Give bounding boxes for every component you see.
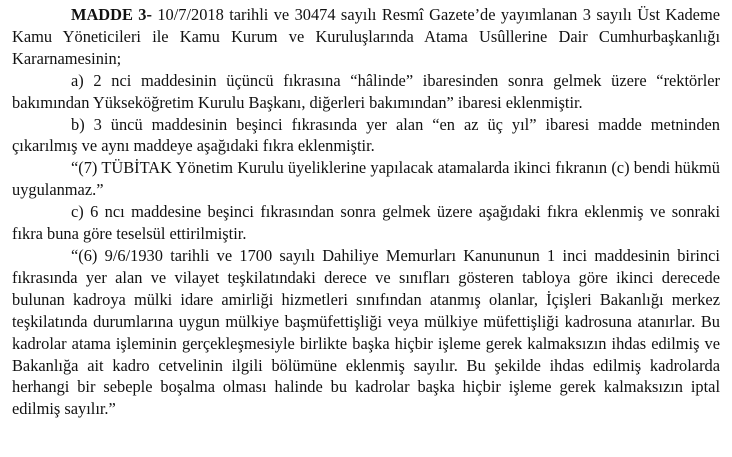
- article-intro-paragraph: [12, 4, 720, 70]
- article-intro-text: 10/7/2018 tarihli ve 30474 sayılı Resmî Gazete’de yayımlanan 3 sayılı Üst Kademe Kamu Yöneticileri ile Kamu Kurum ve Kuruluşlarında Atama Usûllerine Dair Cumhurbaşkanlığı Kararnamesinin;: [12, 5, 720, 68]
- paragraph-item-b: b) 3 üncü maddesinin beşinci fıkrasında yer alan “en az üç yıl” ibaresi madde metninden çıkarılmış ve aynı maddeye aşağıdaki fıkra eklenmiştir.: [12, 114, 720, 156]
- paragraph-item-c: c) 6 ncı maddesine beşinci fıkrasından sonra gelmek üzere aşağıdaki fıkra eklenmiş ve sonraki fıkra buna göre teselsül ettirilmiştir.: [12, 202, 720, 244]
- paragraph-item-a: a) 2 nci maddesinin üçüncü fıkrasına “hâlinde” ibaresinden sonra gelmek üzere “rektörler bakımından Yükseköğretim Kurulu Başkanı, diğerleri bakımından” ibaresi eklenmiştir.: [12, 70, 720, 112]
- paragraph-quote-7: “(7) TÜBİTAK Yönetim Kurulu üyeliklerine yapılacak atamalarda ikinci fıkranın (c) bendi hükmü uygulanmaz.”: [12, 158, 720, 200]
- document-body: [12, 4, 720, 420]
- article-heading: MADDE 3-: [71, 5, 152, 24]
- paragraph-quote-6: “(6) 9/6/1930 tarihli ve 1700 sayılı Dahiliye Memurları Kanununun 1 inci maddesinin birinci fıkrasında yer alan ve vilayet teşkilatındaki derece ve sınıfları gösteren tabloya göre ikinci derecede bulunan kadroya mülki idare amirliği hizmetleri sınıfından atanmış olanlar, İçişleri Bakanlığı merkez teşkilatında durumlarına uygun mülkiye başmüfettişliği veya mülkiye müfettişliği kadrosuna atanırlar. Bu kadrolar atama işleminin gerçekleşmesiyle birlikte başka hiçbir işleme gerek kalmaksızın ihdas edilmiş ve Bakanlığa ait kadro cetvelinin ilgili bölümüne eklenmiş sayılır. Bu şekilde ihdas edilmiş kadrolarda herhangi bir sebeple boşalma olması halinde bu kadrolar başka hiçbir işleme gerek kalmaksızın iptal edilmiş sayılır.”: [12, 245, 720, 419]
